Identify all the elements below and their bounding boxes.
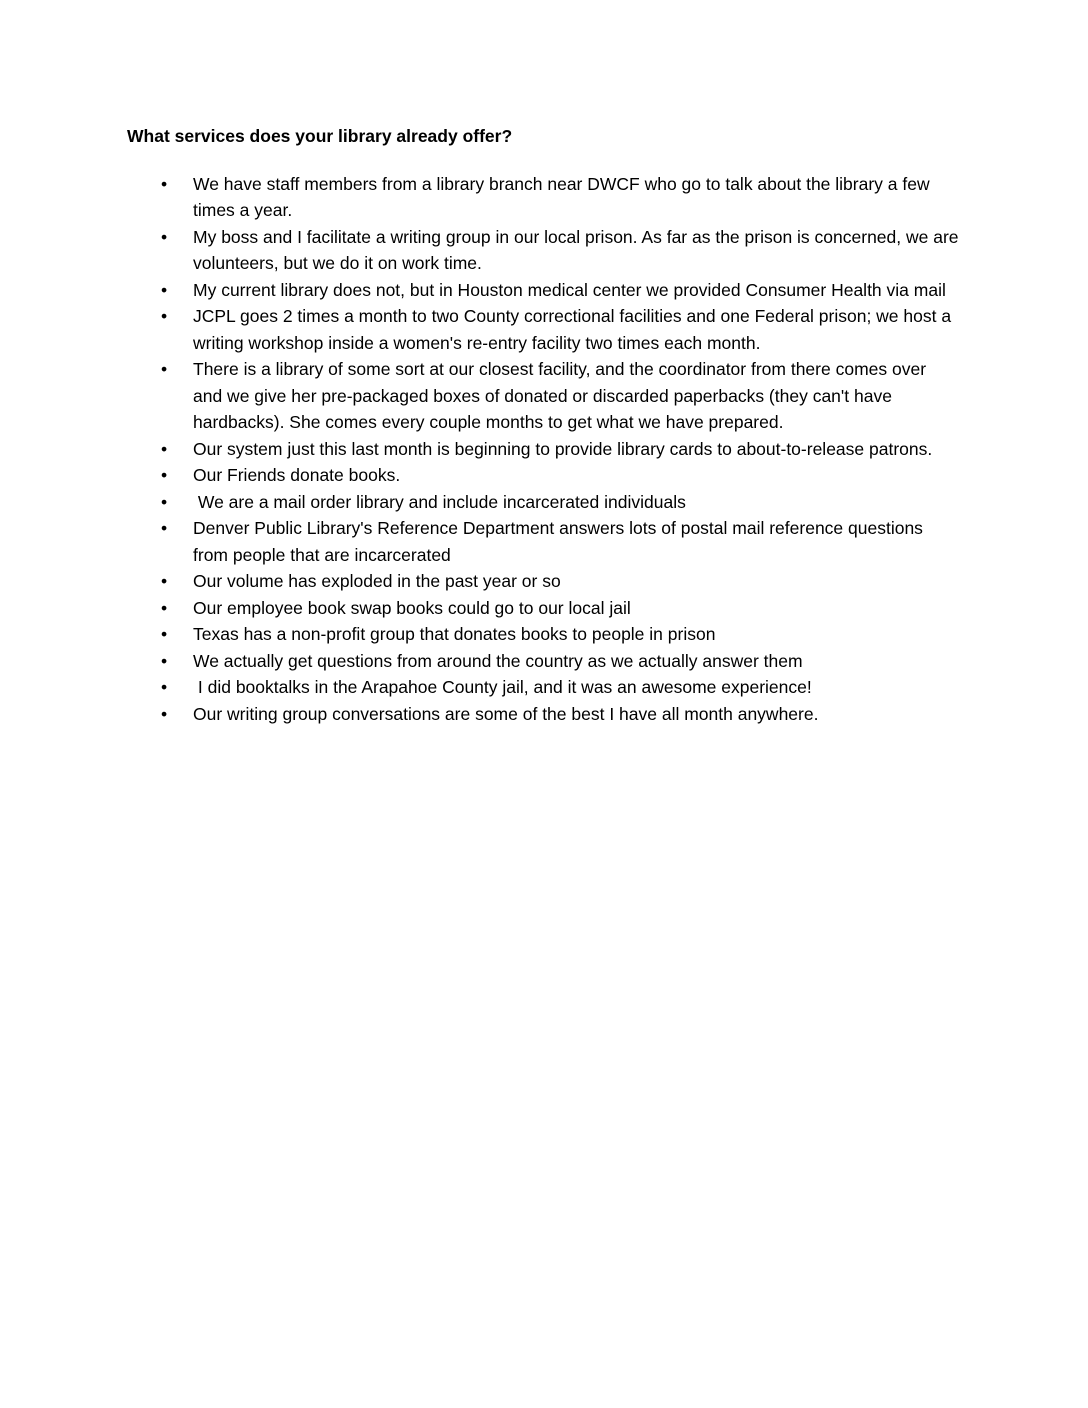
list-item: • JCPL goes 2 times a month to two County correctional facilities and one Federal prison; we host a writing workshop inside a women's re-entry facility two times each month. — [193, 303, 960, 356]
list-item: • Denver Public Library's Reference Department answers lots of postal mail reference questions from people that are incarcerated — [193, 515, 960, 568]
list-item: • Our writing group conversations are some of the best I have all month anywhere. — [193, 701, 960, 728]
list-item: • Our Friends donate books. — [193, 462, 960, 489]
list-item: • We actually get questions from around the country as we actually answer them — [193, 648, 960, 675]
list-item: • Our system just this last month is beginning to provide library cards to about-to-release patrons. — [193, 436, 960, 463]
list-item: • My current library does not, but in Houston medical center we provided Consumer Health via mail — [193, 277, 960, 304]
list-item: • We are a mail order library and include incarcerated individuals — [193, 489, 960, 516]
list-item: • My boss and I facilitate a writing group in our local prison. As far as the prison is concerned, we are volunteers, but we do it on work time. — [193, 224, 960, 277]
list-item: • Texas has a non-profit group that donates books to people in prison — [193, 621, 960, 648]
bullet-list — [127, 171, 964, 728]
list-item: • Our employee book swap books could go to our local jail — [193, 595, 960, 622]
page-title: What services does your library already offer? — [127, 126, 513, 146]
list-item: • Our volume has exploded in the past year or so — [193, 568, 960, 595]
list-item: • I did booktalks in the Arapahoe County jail, and it was an awesome experience! — [193, 674, 960, 701]
list-item: • There is a library of some sort at our closest facility, and the coordinator from there comes over and we give her pre-packaged boxes of donated or discarded paperbacks (they can't have hardbacks). She comes every couple months to get what we have prepared. — [193, 356, 960, 436]
list-item: • We have staff members from a library branch near DWCF who go to talk about the library a few times a year. — [193, 171, 960, 224]
